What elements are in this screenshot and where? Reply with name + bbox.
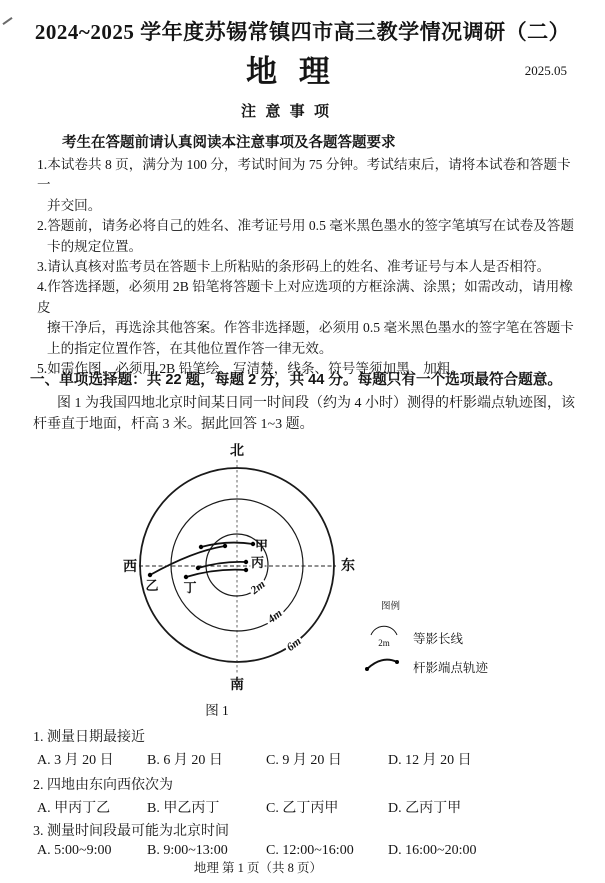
exam-date: 2025.05 bbox=[524, 63, 567, 78]
page-footer: 地理 第 1 页（共 8 页） bbox=[193, 861, 323, 875]
question-group-intro-line: 图 1 为我国四地北京时间某日同一时间段（约为 4 小时）测得的杆影端点轨迹图，该 bbox=[57, 396, 575, 411]
question-3-option-b: B. 9:00~13:00 bbox=[147, 843, 228, 858]
question-1-stem: 1. 测量日期最接近 bbox=[33, 730, 145, 745]
notice-heading: 注意事项 bbox=[241, 104, 339, 120]
figure-caption: 图 1 bbox=[205, 703, 229, 718]
notice-line: 3.请认真核对监考员在答题卡上所粘贴的条形码上的姓名、准考证号与本人是否相符。 bbox=[37, 259, 551, 275]
notice-line: 卡的规定位置。 bbox=[47, 238, 143, 254]
question-3-option-d: D. 16:00~20:00 bbox=[388, 843, 477, 858]
page-title: 2024~2025 学年度苏锡常镇四市高三教学情况调研（二） bbox=[34, 20, 571, 44]
track-label-bing: 丙 bbox=[251, 555, 265, 570]
question-1-option-d: D. 12 月 20 日 bbox=[388, 753, 472, 768]
notice-line: 并交回。 bbox=[47, 197, 102, 213]
legend-equal-shadow-label: 等影长线 bbox=[413, 632, 464, 646]
notice-line: 4.作答选择题，必须用 2B 铅笔将答题卡上对应选项的方框涂满、涂黑；如需改动，请用橡皮 bbox=[37, 279, 573, 315]
legend-trajectory-arc-symbol bbox=[367, 660, 397, 669]
question-group-intro-line: 杆垂直于地面，杆高 3 米。据此回答 1~3 题。 bbox=[33, 417, 314, 432]
question-2-option-c: C. 乙丁丙甲 bbox=[266, 801, 339, 816]
question-2-options bbox=[0, 797, 605, 815]
ring-label-6m: 6m bbox=[284, 635, 304, 654]
legend-ring-symbol-label: 2m bbox=[378, 638, 390, 648]
question-3-option-a: A. 5:00~9:00 bbox=[37, 843, 112, 858]
track-endpoint-dot bbox=[184, 575, 188, 579]
compass-north-label: 北 bbox=[230, 444, 244, 459]
legend-title: 图例 bbox=[381, 602, 401, 612]
shadow-track-bing bbox=[198, 562, 246, 568]
notice-line: 1.本试卷共 8 页，满分为 100 分，考试时间为 75 分钟。考试结束后，请将本试卷和答题卡一 bbox=[37, 157, 571, 193]
notice-line: 上的指定位置作答，在其他位置作答一律无效。 bbox=[47, 340, 333, 356]
compass-east-label: 东 bbox=[341, 559, 355, 574]
question-2-option-a: A. 甲丙丁乙 bbox=[37, 801, 111, 816]
track-endpoint-dot bbox=[199, 545, 203, 549]
ring-label-2m: 2m bbox=[248, 578, 268, 597]
notice-list bbox=[37, 155, 577, 379]
compass-west-label: 西 bbox=[123, 560, 137, 575]
legend-trajectory-label: 杆影端点轨迹 bbox=[413, 661, 489, 675]
track-label-yi: 乙 bbox=[145, 578, 159, 593]
question-3-option-c: C. 12:00~16:00 bbox=[266, 843, 354, 858]
track-label-jia: 甲 bbox=[255, 538, 269, 553]
track-endpoint-dot bbox=[365, 667, 369, 671]
ring-label-4m: 4m bbox=[265, 607, 285, 626]
track-endpoint-dot bbox=[395, 660, 399, 664]
shadow-trajectory-figure bbox=[100, 438, 500, 720]
notice-line: 2.答题前，请务必将自己的姓名、准考证号用 0.5 毫米黑色墨水的签字笔填写在试卷及答题 bbox=[37, 218, 574, 234]
compass-south-label: 南 bbox=[230, 678, 244, 693]
notice-intro: 考生在答题前请认真阅读本注意事项及各题答题要求 bbox=[62, 135, 396, 151]
question-3-stem: 3. 测量时间段最可能为北京时间 bbox=[33, 824, 229, 839]
question-2-stem: 2. 四地由东向西依次为 bbox=[33, 778, 173, 793]
track-endpoint-dot bbox=[196, 566, 200, 570]
question-1-option-a: A. 3 月 20 日 bbox=[37, 753, 114, 768]
track-endpoint-dot bbox=[244, 568, 248, 572]
question-1-option-b: B. 6 月 20 日 bbox=[147, 753, 223, 768]
question-2-option-d: D. 乙丙丁甲 bbox=[388, 801, 462, 816]
question-1-options bbox=[0, 749, 605, 767]
notice-line: 5.如需作图，必须用 2B 铅笔绘、写清楚，线条、符号等须加黑、加粗。 bbox=[37, 361, 465, 377]
subject-title: 地理 bbox=[246, 54, 352, 89]
notice-line: 擦干净后，再选涂其他答案。作答非选择题，必须用 0.5 毫米黑色墨水的签字笔在答题卡 bbox=[47, 320, 574, 336]
track-endpoint-dot bbox=[148, 573, 152, 577]
section-heading: 一、单项选择题：共 22 题，每题 2 分，共 44 分。每题只有一个选项最符合题意。 bbox=[30, 372, 562, 388]
question-2-option-b: B. 甲乙丙丁 bbox=[147, 801, 220, 816]
track-endpoint-dot bbox=[223, 544, 227, 548]
question-1-option-c: C. 9 月 20 日 bbox=[266, 753, 342, 768]
legend-equal-shadow-arc-symbol bbox=[371, 626, 397, 635]
track-label-ding: 丁 bbox=[183, 580, 197, 595]
track-endpoint-dot bbox=[244, 560, 248, 564]
